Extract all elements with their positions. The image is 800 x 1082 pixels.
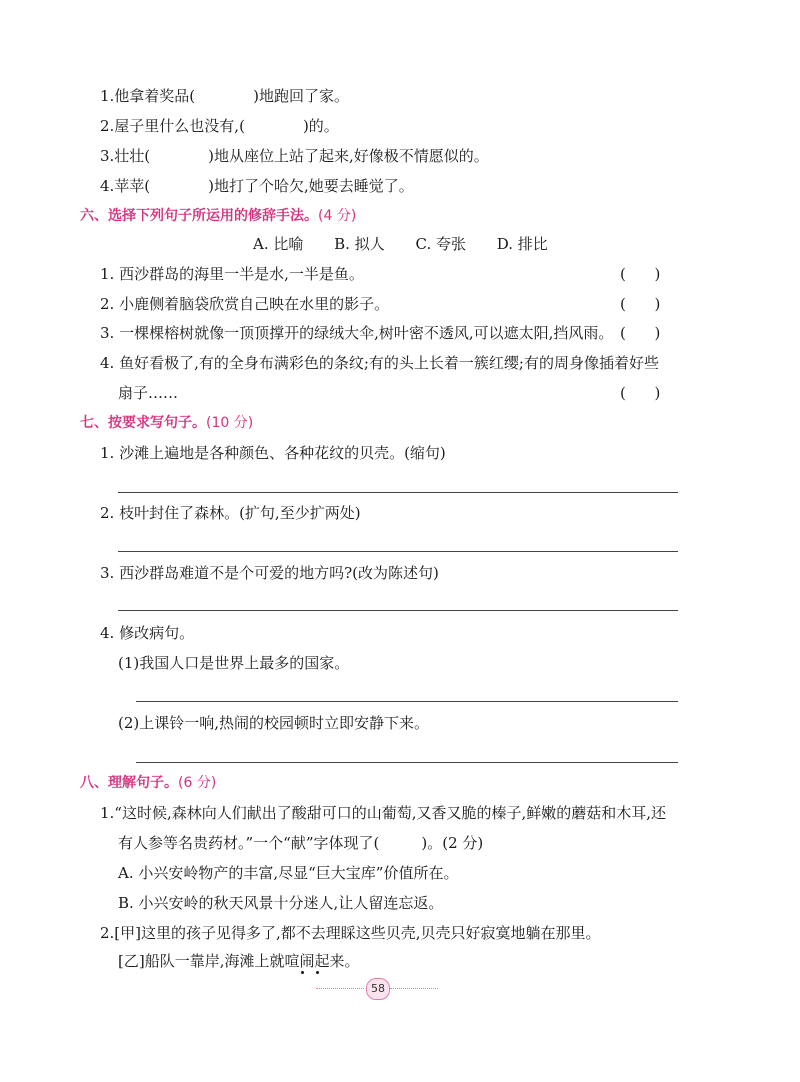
fill-item-2: 2.屋子里什么也没有,( )的。 <box>100 117 339 135</box>
option-b: B. 拟人 <box>334 235 385 253</box>
s7-item-1: 1. 沙滩上遍地是各种颜色、各种花纹的贝壳。(缩句) <box>100 444 446 462</box>
footer-rule-right <box>390 988 438 989</box>
section-6-heading: 六、选择下列句子所运用的修辞手法。(4 分) <box>80 208 357 224</box>
s8-q1-option-a: A. 小兴安岭物产的丰富,尽显“巨大宝库”价值所在。 <box>118 864 459 882</box>
page-number: 58 <box>366 978 390 1000</box>
s7-item-4-sub1: (1)我国人口是世界上最多的国家。 <box>118 654 350 672</box>
s6-item-4-cont: 扇子…… <box>118 384 179 402</box>
s7-item-4: 4. 修改病句。 <box>100 624 195 642</box>
rhetoric-options <box>253 234 574 254</box>
emphasis-dot <box>301 971 304 974</box>
fill-item-3: 3.壮壮( )地从座位上站了起来,好像极不情愿似的。 <box>100 147 489 165</box>
answer-line-2[interactable] <box>118 551 678 552</box>
footer-rule-left <box>316 988 364 989</box>
fill-item-1: 1.他拿着奖品( )地跑回了家。 <box>100 87 350 105</box>
s6-item-3: 3. 一棵棵榕树就像一顶顶撑开的绿绒大伞,树叶密不透风,可以遮太阳,挡风雨。 <box>100 324 614 342</box>
s7-item-2: 2. 枝叶封住了森林。(扩句,至少扩两处) <box>100 504 361 522</box>
answer-line-4[interactable] <box>136 701 678 702</box>
fill-item-4: 4.苹苹( )地打了个哈欠,她要去睡觉了。 <box>100 177 414 195</box>
s6-answer-4[interactable]: ( ) <box>620 384 661 402</box>
option-d: D. 排比 <box>496 235 548 253</box>
s7-item-3: 3. 西沙群岛难道不是个可爱的地方吗?(改为陈述句) <box>100 564 439 582</box>
answer-line-5[interactable] <box>136 762 678 763</box>
section-7-heading: 七、按要求写句子。(10 分) <box>80 415 254 431</box>
s8-q2-line1: 2.[甲]这里的孩子见得多了,都不去理睬这些贝壳,贝壳只好寂寞地躺在那里。 <box>100 924 601 942</box>
s6-answer-1[interactable]: ( ) <box>620 265 661 283</box>
s8-q1-option-b: B. 小兴安岭的秋天风景十分迷人,让人留连忘返。 <box>118 894 444 912</box>
option-c: C. 夸张 <box>415 235 466 253</box>
answer-line-3[interactable] <box>118 610 678 611</box>
s8-q1-line1: 1.“这时候,森林向人们献出了酸甜可口的山葡萄,又香又脆的榛子,鲜嫩的蘑菇和木耳,还 <box>100 804 667 822</box>
s6-item-4: 4. 鱼好看极了,有的全身布满彩色的条纹;有的头上长着一簇红缨;有的周身像插着好些 <box>100 354 659 372</box>
option-a: A. 比喻 <box>253 235 304 253</box>
s6-answer-2[interactable]: ( ) <box>620 295 661 313</box>
s8-q2-line2: [乙]船队一靠岸,海滩上就喧闹起来。 <box>118 952 360 970</box>
section-8-heading: 八、理解句子。(6 分) <box>80 775 217 791</box>
s7-item-4-sub2: (2)上课铃一响,热闹的校园顿时立即安静下来。 <box>118 714 430 732</box>
s6-item-1: 1. 西沙群岛的海里一半是水,一半是鱼。 <box>100 265 364 283</box>
s6-item-2: 2. 小鹿侧着脑袋欣赏自己映在水里的影子。 <box>100 295 390 313</box>
answer-line-1[interactable] <box>118 492 678 493</box>
s8-q1-line2: 有人参等名贵药材。”一个“献”字体现了( )。(2 分) <box>118 834 484 852</box>
emphasis-dot <box>316 971 319 974</box>
s6-answer-3[interactable]: ( ) <box>620 324 661 342</box>
